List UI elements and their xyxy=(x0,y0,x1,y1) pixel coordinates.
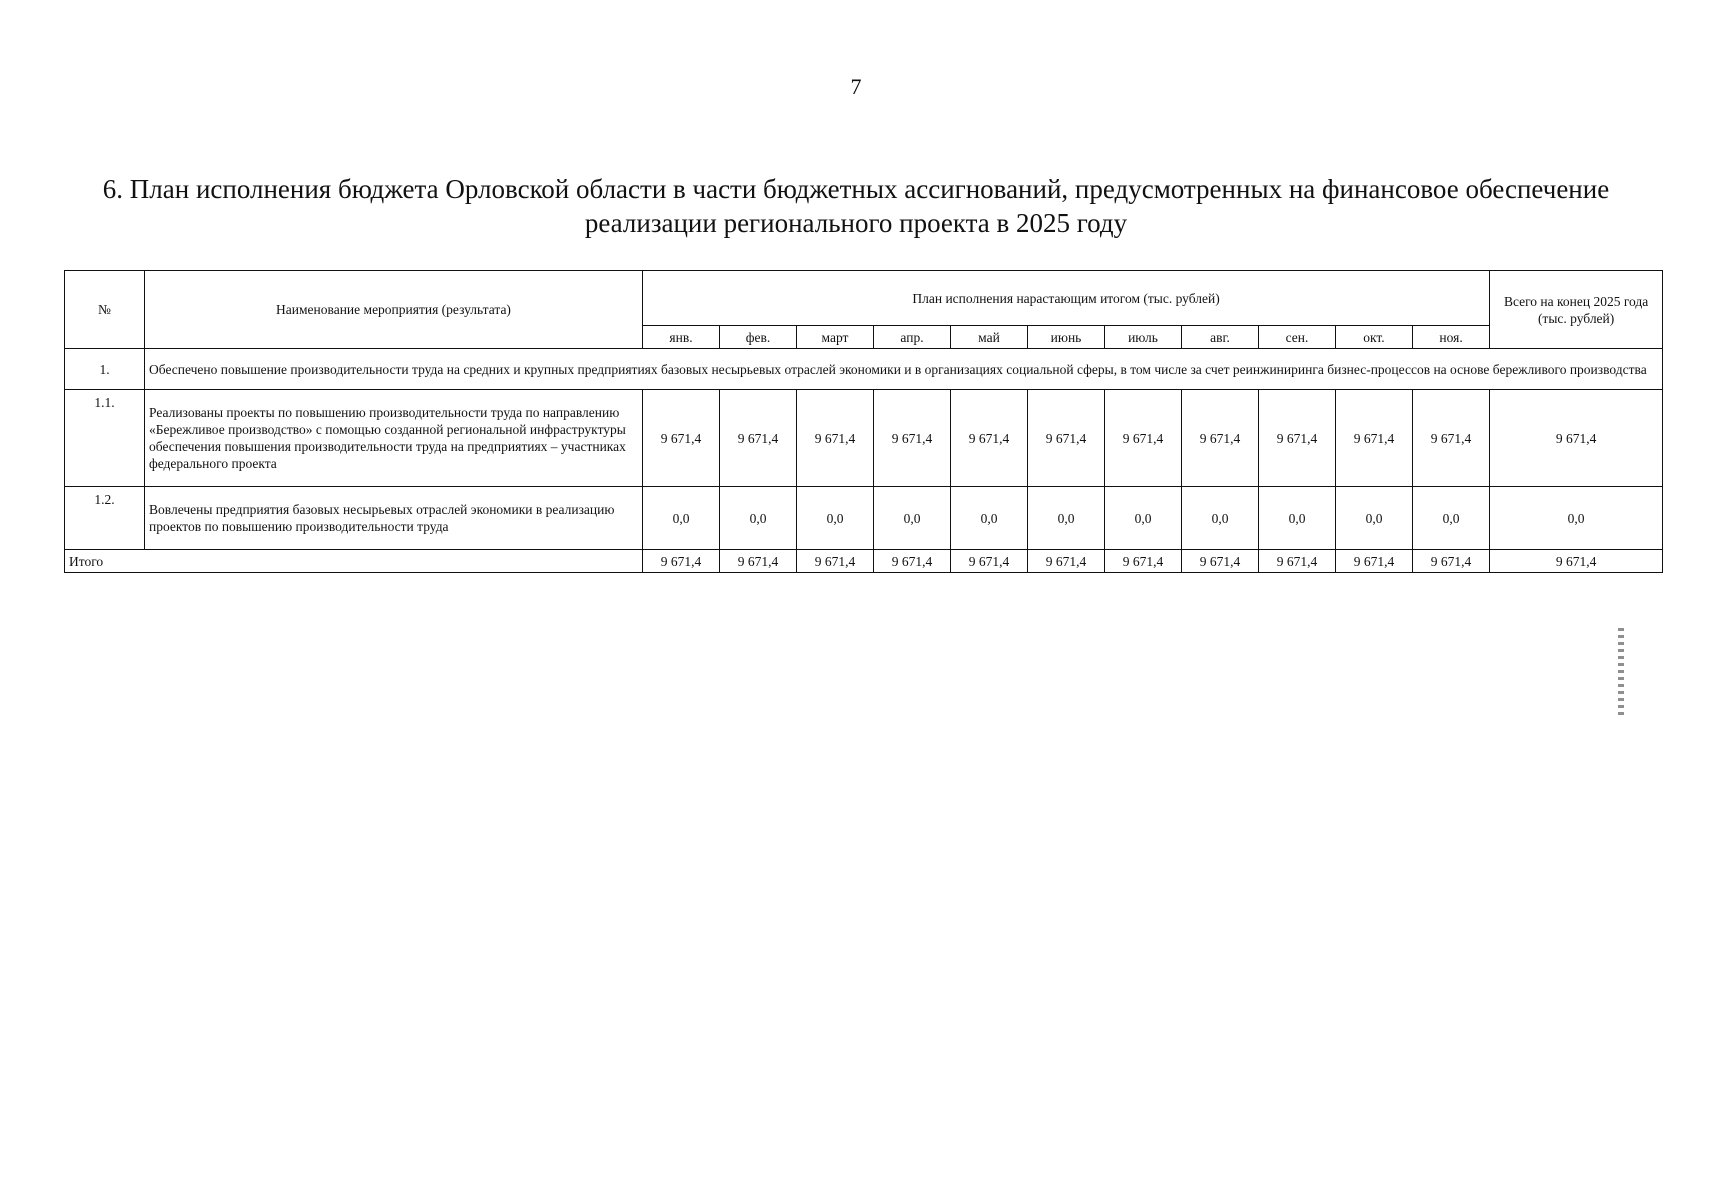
scan-stamp-mark xyxy=(1618,628,1624,718)
header-plan: План исполнения нарастающим итогом (тыс. рублей) xyxy=(643,271,1490,326)
total-month-value: 9 671,4 xyxy=(1336,550,1413,573)
year-total-value: 9 671,4 xyxy=(1490,390,1663,487)
event-name: Реализованы проекты по повышению производительности труда по направлению «Бережливое производство» с помощью созданной региональной инфраструктуры обеспечения повышения производительности труда на предприятиях – участниках федерального проекта xyxy=(145,390,643,487)
header-month: окт. xyxy=(1336,326,1413,349)
table-row xyxy=(65,487,1663,550)
section-name: Обеспечено повышение производительности труда на средних и крупных предприятиях базовых несырьевых отраслей экономики и в организациях социальной сферы, в том числе за счет реинжиниринга бизнес-процессов на основе бережливого производства xyxy=(145,349,1663,390)
year-total-value: 0,0 xyxy=(1490,487,1663,550)
total-year-value: 9 671,4 xyxy=(1490,550,1663,573)
month-value: 0,0 xyxy=(797,487,874,550)
document-title-line-1: 6. План исполнения бюджета Орловской области в части бюджетных ассигнований, предусмотренных на финансовое обеспечение xyxy=(102,174,1610,204)
month-value: 9 671,4 xyxy=(643,390,720,487)
table-row xyxy=(65,390,1663,487)
total-month-value: 9 671,4 xyxy=(1105,550,1182,573)
total-label: Итого xyxy=(65,550,643,573)
table-row-total xyxy=(65,550,1663,573)
month-value: 9 671,4 xyxy=(1028,390,1105,487)
month-value: 0,0 xyxy=(1028,487,1105,550)
total-month-value: 9 671,4 xyxy=(1413,550,1490,573)
month-value: 0,0 xyxy=(1182,487,1259,550)
row-number: 1. xyxy=(65,349,145,390)
total-month-value: 9 671,4 xyxy=(1259,550,1336,573)
total-month-value: 9 671,4 xyxy=(951,550,1028,573)
header-month: май xyxy=(951,326,1028,349)
month-value: 9 671,4 xyxy=(1259,390,1336,487)
month-value: 0,0 xyxy=(1105,487,1182,550)
header-month: янв. xyxy=(643,326,720,349)
budget-plan-table xyxy=(64,270,1663,573)
month-value: 0,0 xyxy=(874,487,951,550)
total-month-value: 9 671,4 xyxy=(720,550,797,573)
header-month: март xyxy=(797,326,874,349)
month-value: 9 671,4 xyxy=(1336,390,1413,487)
month-value: 9 671,4 xyxy=(951,390,1028,487)
row-number: 1.2. xyxy=(65,487,145,550)
header-month: апр. xyxy=(874,326,951,349)
month-value: 0,0 xyxy=(1336,487,1413,550)
total-month-value: 9 671,4 xyxy=(643,550,720,573)
header-month: июль xyxy=(1105,326,1182,349)
month-value: 0,0 xyxy=(1259,487,1336,550)
month-value: 9 671,4 xyxy=(1182,390,1259,487)
month-value: 0,0 xyxy=(643,487,720,550)
month-value: 0,0 xyxy=(720,487,797,550)
total-month-value: 9 671,4 xyxy=(1028,550,1105,573)
total-month-value: 9 671,4 xyxy=(1182,550,1259,573)
month-value: 9 671,4 xyxy=(720,390,797,487)
total-month-value: 9 671,4 xyxy=(797,550,874,573)
header-number: № xyxy=(65,271,145,349)
month-value: 9 671,4 xyxy=(1413,390,1490,487)
header-total: Всего на конец 2025 года (тыс. рублей) xyxy=(1490,271,1663,349)
month-value: 9 671,4 xyxy=(1105,390,1182,487)
month-value: 9 671,4 xyxy=(874,390,951,487)
month-value: 0,0 xyxy=(1413,487,1490,550)
row-number: 1.1. xyxy=(65,390,145,487)
document-title xyxy=(40,172,1672,240)
month-value: 9 671,4 xyxy=(797,390,874,487)
header-month: июнь xyxy=(1028,326,1105,349)
header-month: авг. xyxy=(1182,326,1259,349)
header-event-name: Наименование мероприятия (результата) xyxy=(145,271,643,349)
document-title-line-2: реализации регионального проекта в 2025 году xyxy=(584,208,1128,238)
total-month-value: 9 671,4 xyxy=(874,550,951,573)
table-row-section xyxy=(65,349,1663,390)
header-month: сен. xyxy=(1259,326,1336,349)
page-number: 7 xyxy=(850,74,862,99)
month-value: 0,0 xyxy=(951,487,1028,550)
header-month: фев. xyxy=(720,326,797,349)
event-name: Вовлечены предприятия базовых несырьевых отраслей экономики в реализацию проектов по повышению производительности труда xyxy=(145,487,643,550)
header-month: ноя. xyxy=(1413,326,1490,349)
